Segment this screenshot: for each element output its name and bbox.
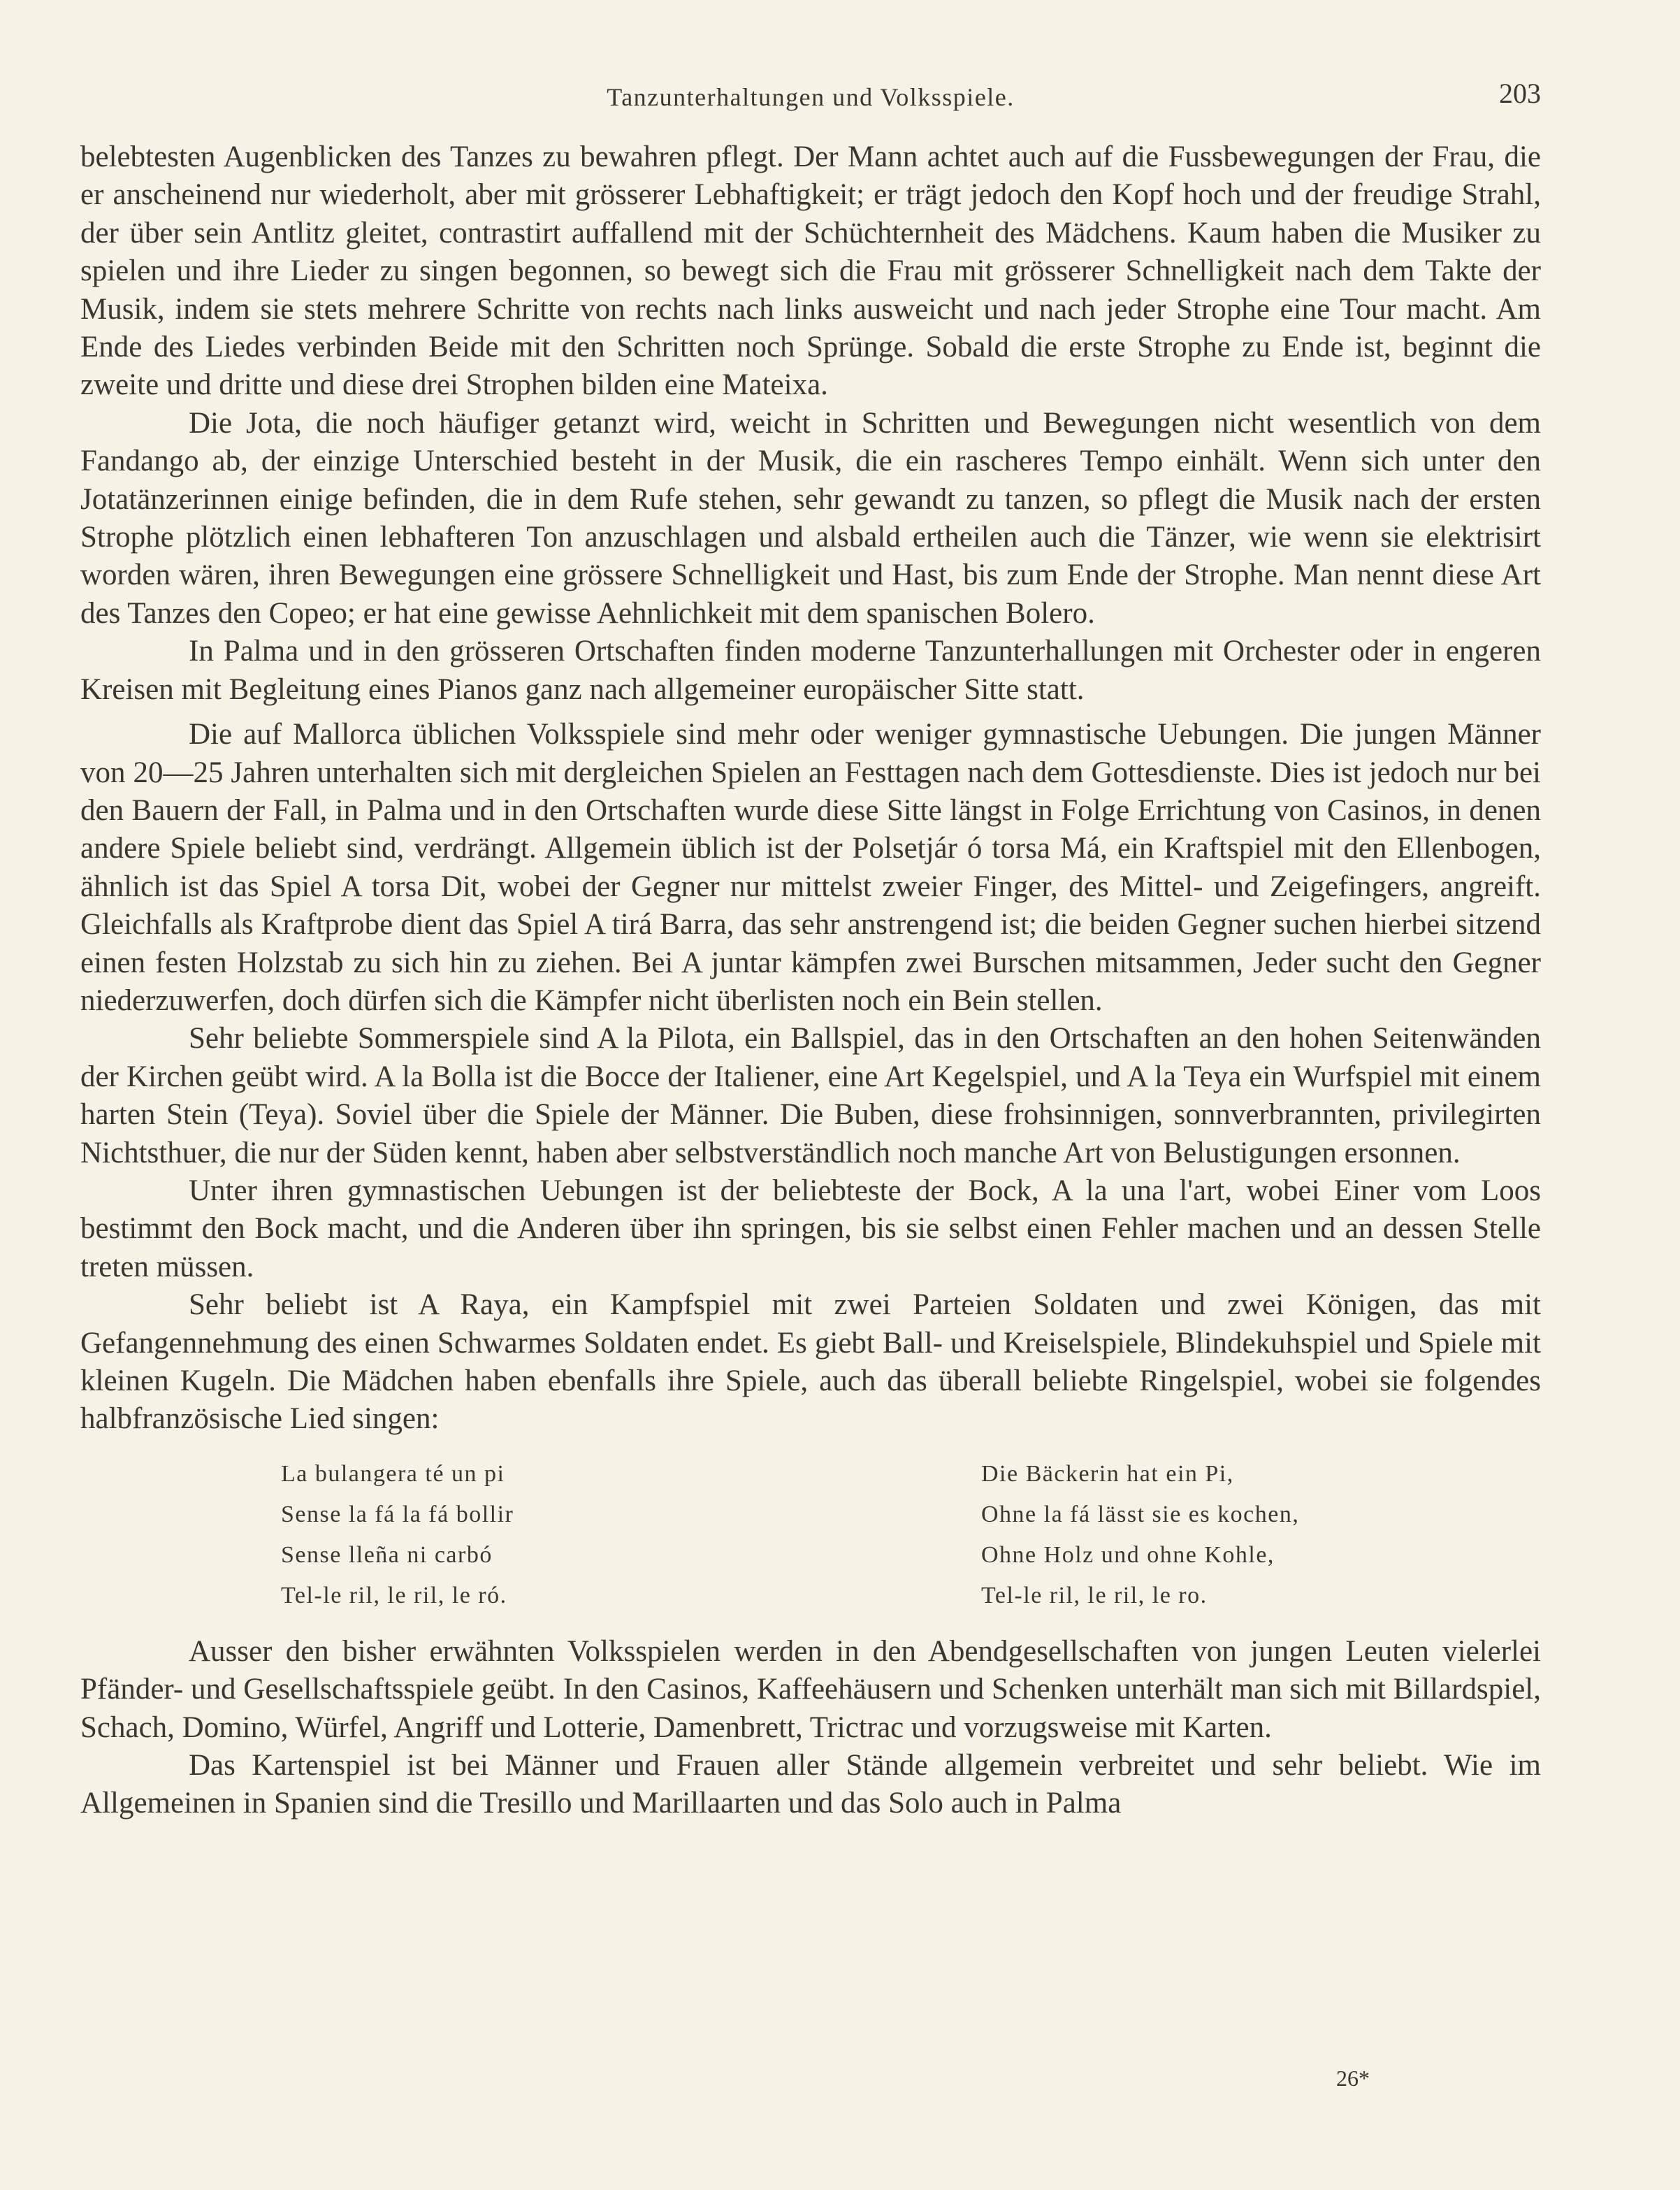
paragraph: Sehr beliebt ist A Raya, ein Kampfspiel mit zwei Parteien Soldaten und zwei Königen, das mit Gefangennehmung des einen Schwarmes Soldaten endet. Es giebt Ball- und Kreiselspiele, Blindekuhspiel und Spiele mit kleinen Kugeln. Die Mädchen haben ebenfalls ihre Spiele, auch das überall beliebte Ringelspiel, wobei sie folgendes halbfranzösische Lied singen: xyxy=(80,1288,1541,1436)
song-original xyxy=(281,1454,514,1616)
paragraph: Unter ihren gymnastischen Uebungen ist der beliebteste der Bock, A la una l'art, wobei Einer vom Loos bestimmt den Bock macht, und die Anderen über ihn springen, bis sie selbst einen Fehler machen und an dessen Stelle treten müssen. xyxy=(80,1174,1541,1283)
song-line: Ohne la fá lässt sie es kochen, xyxy=(981,1501,1300,1527)
paragraph: Die Jota, die noch häufiger getanzt wird, weicht in Schritten und Bewegungen nicht wesentlich von dem Fandango ab, der einzige Unterschied besteht in der Musik, die ein rascheres Tempo einhält. Wenn sich unter den Jotatänzerinnen einige befinden, die in dem Rufe stehen, sehr gewandt zu tanzen, so pflegt die Musik nach der ersten Strophe plötzlich einen lebhafteren Ton anzuschlagen und alsbald ertheilen auch die Tänzer, wie wenn sie elektrisirt worden wären, ihren Bewegungen eine grössere Schnelligkeit und Hast, bis zum Ende der Strophe. Man nennt diese Art des Tanzes den Copeo; er hat eine gewisse Aehnlichkeit mit dem spanischen Bolero. xyxy=(80,406,1541,630)
paragraph: Die auf Mallorca üblichen Volksspiele sind mehr oder weniger gymnastische Uebungen. Die jungen Männer von 20—25 Jahren unterhalten sich mit dergleichen Spielen an Festtagen nach dem Gottesdienste. Dies ist jedoch nur bei den Bauern der Fall, in Palma und in den Ortschaften wurde diese Sitte längst in Folge Errichtung von Casinos, in denen andere Spiele beliebt sind, verdrängt. Allgemein üblich ist der Polsetjár ó torsa Má, ein Kraftspiel mit den Ellenbogen, ähnlich ist das Spiel A torsa Dit, wobei der Gegner nur mittelst zweier Finger, des Mittel- und Zeigefingers, angreift. Gleichfalls als Kraftprobe dient das Spiel A tirá Barra, das sehr anstrengend ist; die beiden Gegner suchen hierbei sitzend einen festen Holzstab zu sich hin zu ziehen. Bei A juntar kämpfen zwei Burschen mitsammen, Jeder sucht den Gegner niederzuwerfen, doch dürfen sich die Kämpfer nicht überlisten noch ein Bein stellen. xyxy=(80,718,1541,1017)
paragraph: Ausser den bisher erwähnten Volksspielen werden in den Abendgesellschaften von jungen Leuten vielerlei Pfänder- und Gesellschaftsspiele geübt. In den Casinos, Kaffeehäusern und Schenken unterhält man sich mit Billardspiel, Schach, Domino, Würfel, Angriff und Lotterie, Damenbrett, Trictrac und vorzugsweise mit Karten. xyxy=(80,1634,1541,1744)
song-line: Ohne Holz und ohne Kohle, xyxy=(981,1541,1275,1568)
song-line: Sense la fá la fá bollir xyxy=(281,1501,514,1527)
paragraph: Das Kartenspiel ist bei Männer und Frauen aller Stände allgemein verbreitet und sehr beliebt. Wie im Allgemeinen in Spanien sind die Tresillo und Marillaarten und das Solo auch in Palma xyxy=(80,1749,1541,1820)
page-number: 203 xyxy=(1499,78,1541,109)
paragraph: belebtesten Augenblicken des Tanzes zu bewahren pflegt. Der Mann achtet auch auf die Fussbewegungen der Frau, die er anscheinend nur wiederholt, aber mit grösserer Lebhaftigkeit; er trägt jedoch den Kopf hoch und der freudige Strahl, der über sein Antlitz gleitet, contrastirt auffallend mit der Schüchternheit des Mädchens. Kaum haben die Musiker zu spielen und ihre Lieder zu singen begonnen, so bewegt sich die Frau mit grösserer Schnelligkeit nach dem Takte der Musik, indem sie stets mehrere Schritte von rechts nach links ausweicht und nach jeder Strophe eine Tour macht. Am Ende des Liedes verbinden Beide mit den Schritten noch Sprünge. Sobald die erste Strophe zu Ende ist, beginnt die zweite und dritte und diese drei Strophen bilden eine Mateixa. xyxy=(80,141,1541,402)
page-body xyxy=(80,138,1541,1823)
song-translation xyxy=(981,1454,1299,1616)
running-title: Tanzunterhaltungen und Volksspiele. xyxy=(607,83,1015,111)
song-line: La bulangera té un pi xyxy=(281,1460,505,1487)
page-header xyxy=(80,78,1541,124)
song-line: Sense lleña ni carbó xyxy=(281,1541,493,1568)
song-line: Tel-le ril, le ril, le ro. xyxy=(981,1582,1208,1608)
song-line: Die Bäckerin hat ein Pi, xyxy=(981,1460,1234,1487)
song-line: Tel-le ril, le ril, le ró. xyxy=(281,1582,507,1608)
paragraph: In Palma und in den grösseren Ortschaften finden moderne Tanzunterhallungen mit Orchester oder in engeren Kreisen mit Begleitung eines Pianos ganz nach allgemeiner europäischer Sitte statt. xyxy=(80,635,1541,706)
sheet-signature: 26* xyxy=(1336,2066,1370,2091)
song-verses xyxy=(80,1454,1541,1616)
paragraph: Sehr beliebte Sommerspiele sind A la Pilota, ein Ballspiel, das in den Ortschaften an den hohen Seitenwänden der Kirchen geübt wird. A la Bolla ist die Bocce der Italiener, eine Art Kegelspiel, und A la Teya ein Wurfspiel mit einem harten Stein (Teya). Soviel über die Spiele der Männer. Die Buben, diese frohsinnigen, sonnverbrannten, privilegirten Nichtsthuer, die nur der Süden kennt, haben aber selbstverständlich noch manche Art von Belustigungen ersonnen. xyxy=(80,1022,1541,1169)
